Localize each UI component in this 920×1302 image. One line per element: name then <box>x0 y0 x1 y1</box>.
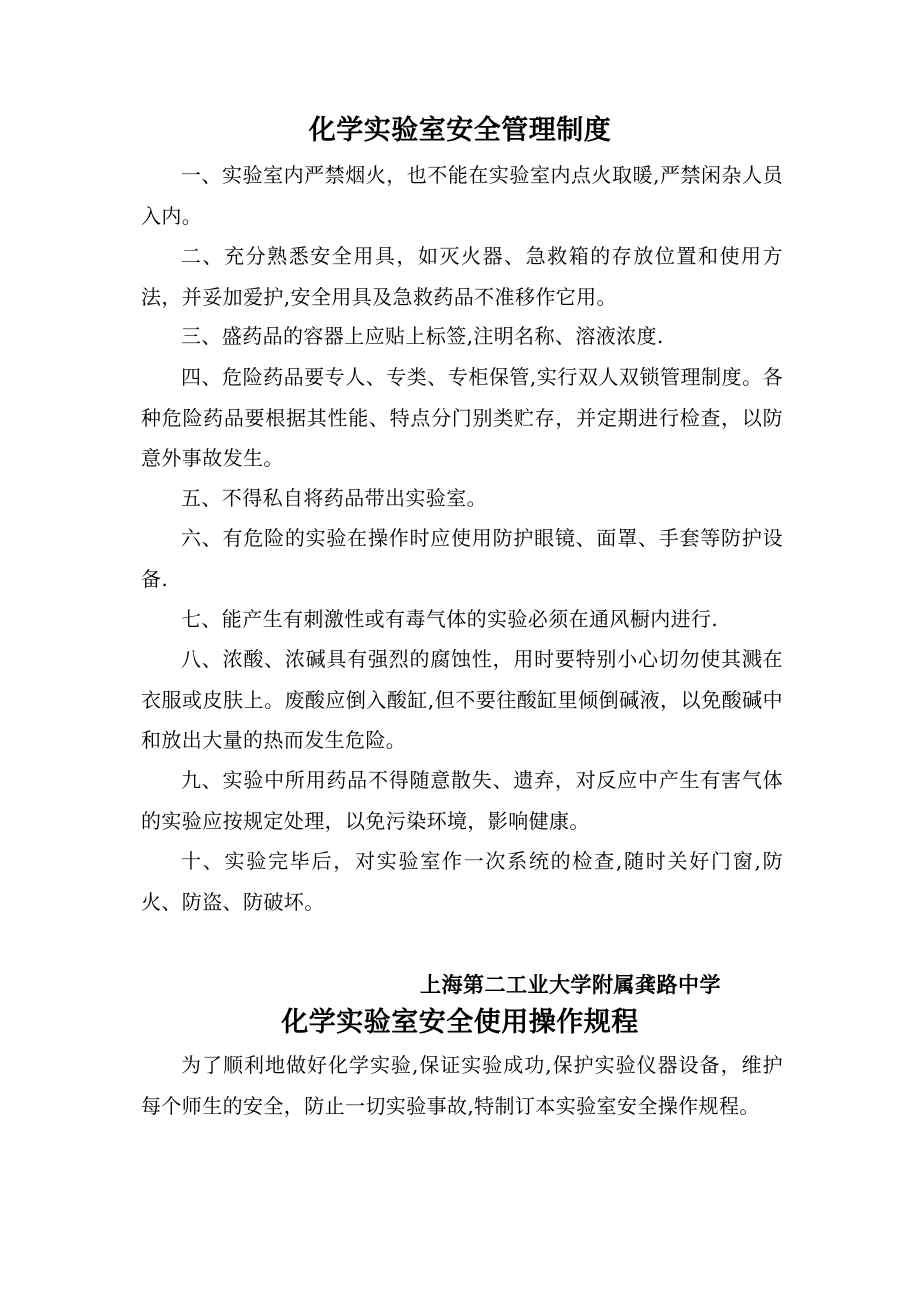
rule-item-1: 一、实验室内严禁烟火，也不能在实验室内点火取暖,严禁闲杂人员入内。 <box>141 163 783 228</box>
rule-item-4: 四、危险药品要专人、专类、专柜保管,实行双人双锁管理制度。各种危险药品要根据其性能、特点分门别类贮存，并定期进行检查，以防意外事故发生。 <box>141 365 783 470</box>
rule-item-9: 九、实验中所用药品不得随意散失、遗弃，对反应中产生有害气体的实验应按规定处理，以免污染环境，影响健康。 <box>141 768 783 833</box>
rule-item-8: 八、浓酸、浓碱具有强烈的腐蚀性，用时要特别小心切勿使其溅在衣服或皮肤上。废酸应倒入酸缸,但不要往酸缸里倾倒碱液，以免酸碱中和放出大量的热而发生危险。 <box>141 647 783 752</box>
doc2-intro: 为了顺利地做好化学实验,保证实验成功,保护实验仪器设备，维护每个师生的安全，防止一切实验事故,特制订本实验室安全操作规程。 <box>141 1053 783 1118</box>
rule-item-5: 五、不得私自将药品带出实验室。 <box>181 486 487 510</box>
doc2-title: 化学实验室安全使用操作规程 <box>281 1007 639 1038</box>
school-name: 上海第二工业大学附属龚路中学 <box>420 973 721 997</box>
rule-item-6: 六、有危险的实验在操作时应使用防护眼镜、面罩、手套等防护设备. <box>141 526 783 591</box>
doc1-title: 化学实验室安全管理制度 <box>308 115 612 146</box>
rule-item-7: 七、能产生有刺激性或有毒气体的实验必须在通风橱内进行. <box>181 607 719 631</box>
rule-item-2: 二、充分熟悉安全用具，如灭火器、急救箱的存放位置和使用方法，并妥加爱护,安全用具及急救药品不准移作它用。 <box>141 244 783 309</box>
rule-item-10: 十、实验完毕后，对实验室作一次系统的检查,随时关好门窗,防火、防盗、防破坏。 <box>141 849 783 914</box>
rule-item-3: 三、盛药品的容器上应贴上标签,注明名称、溶液浓度. <box>181 324 664 348</box>
